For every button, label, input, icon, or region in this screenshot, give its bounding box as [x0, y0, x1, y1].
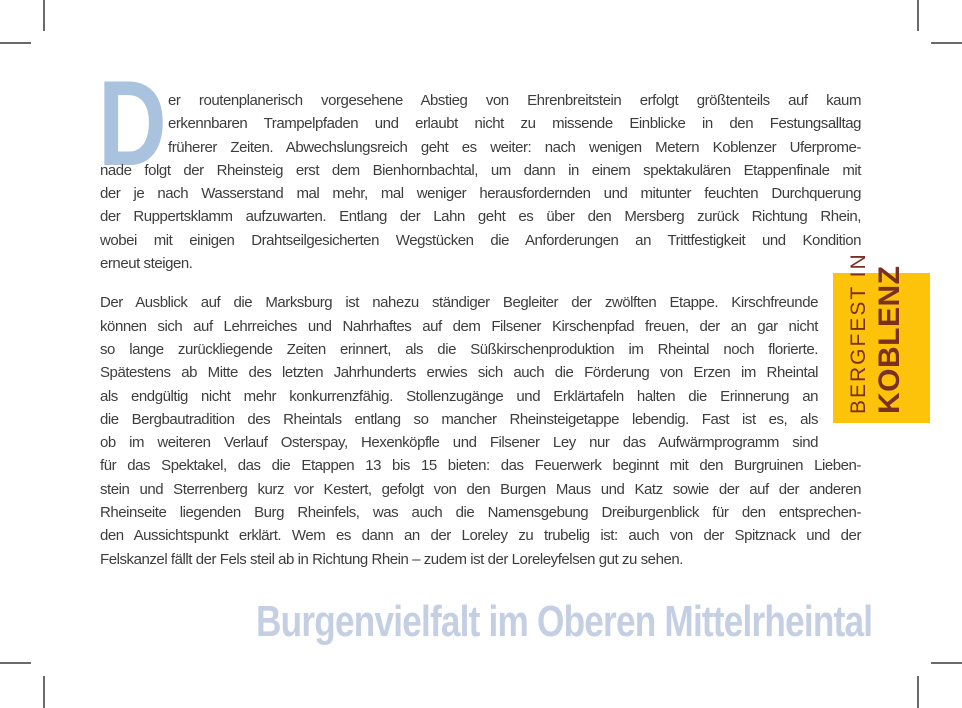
body-line: als endgültig nicht mehr konkurrenzfähig. Stollenzugänge und Erklärtafeln halten die Erinnerung an: [100, 387, 818, 405]
body-line: früherer Zeiten. Abwechslungsreich geht es weiter: nach wenigen Metern Koblenzer Uferprome-: [168, 138, 861, 156]
crop-mark-bottom-left-vertical: [43, 676, 45, 708]
bergfest-badge-rotated-text: [833, 252, 930, 423]
body-line: Der Ausblick auf die Marksburg ist nahezu ständiger Begleiter der zwölften Etappe. Kirschfreunde: [100, 294, 818, 312]
body-line: der je nach Wasserstand mal mehr, mal weniger herausfordernden und mitunter feuchten Durchquerung: [100, 185, 861, 203]
crop-mark-bottom-right-vertical: [917, 676, 919, 708]
body-line: nade folgt der Rheinsteig erst dem Bienhornbachtal, um dann in einem spektakulären Etappenfinale mit: [100, 161, 861, 179]
crop-mark-top-right-horizontal: [931, 42, 962, 44]
body-line: Felskanzel fällt der Fels steil ab in Richtung Rhein – zudem ist der Loreleyfelsen gut zu sehen.: [100, 550, 683, 568]
body-line: erneut steigen.: [100, 255, 193, 273]
bergfest-badge: [833, 252, 930, 423]
body-line: für das Spektakel, das die Etappen 13 bis 15 bieten: das Feuerwerk beginnt mit den Burgruinen Lieben-: [100, 457, 861, 475]
crop-mark-bottom-left-horizontal: [0, 662, 31, 664]
body-line: die Bergbautradition des Rheintals entlang so mancher Rheinsteigetappe lebendig. Fast ist es, als: [100, 410, 818, 428]
body-line: Rheinseite liegenden Burg Rheinfels, was auch die Namensgebung Dreiburgenblick für den entsprechen-: [100, 504, 861, 522]
body-line: den Aussichtspunkt erklärt. Wem es dann an der Loreley zu trubelig ist: auch von der Spitznack und der: [100, 527, 861, 545]
body-line: Spätestens ab Mitte des letzten Jahrhunderts erwies sich auch die Förderung von Erzen im Rheintal: [100, 364, 818, 382]
body-line: er routenplanerisch vorgesehene Abstieg von Ehrenbreitstein erfolgt größtenteils auf kaum: [168, 92, 861, 109]
crop-mark-top-left-horizontal: [0, 42, 31, 44]
article-body: [100, 89, 861, 571]
body-line: stein und Sterrenberg kurz vor Kestert, gefolgt von den Burgen Maus und Katz sowie der auf der anderen: [100, 480, 861, 498]
body-line: der Ruppertsklamm aufzuwarten. Entlang der Lahn geht es über den Mersberg zurück Richtung Rhein,: [100, 208, 861, 226]
crop-mark-top-right-vertical: [917, 0, 919, 31]
paragraph-2: [100, 291, 861, 571]
body-line: können sich auf Lehrreiches und Nahrhaftes auf dem Filsener Kirschenpfad freuen, der an gar nicht: [100, 317, 818, 335]
badge-line-1: BERGFEST IN: [847, 252, 870, 414]
body-line: erkennbaren Trampelpfaden und erlaubt nicht zu missende Einblicke in den Festungsalltag: [168, 115, 861, 133]
body-line: ob im weiteren Verlauf Osterspay, Hexenköpfle und Filsener Ley nur das Aufwärmprogramm sind: [100, 434, 818, 452]
crop-mark-bottom-right-horizontal: [931, 662, 962, 664]
crop-mark-top-left-vertical: [43, 0, 45, 31]
page-title: Burgenvielfalt im Oberen Mittelrheintal: [255, 597, 872, 646]
drop-cap: D: [98, 55, 167, 191]
body-line: wobei mit einigen Drahtseilgesicherten Wegstücken die Anforderungen an Trittfestigkeit und Kondition: [100, 231, 861, 249]
badge-line-2: KOBLENZ: [873, 265, 906, 414]
body-line: so lange zurückliegende Zeiten erinnert, als die Süßkirschenproduktion im Rheintal noch florierte.: [100, 340, 818, 358]
paragraph-1: [100, 89, 861, 275]
